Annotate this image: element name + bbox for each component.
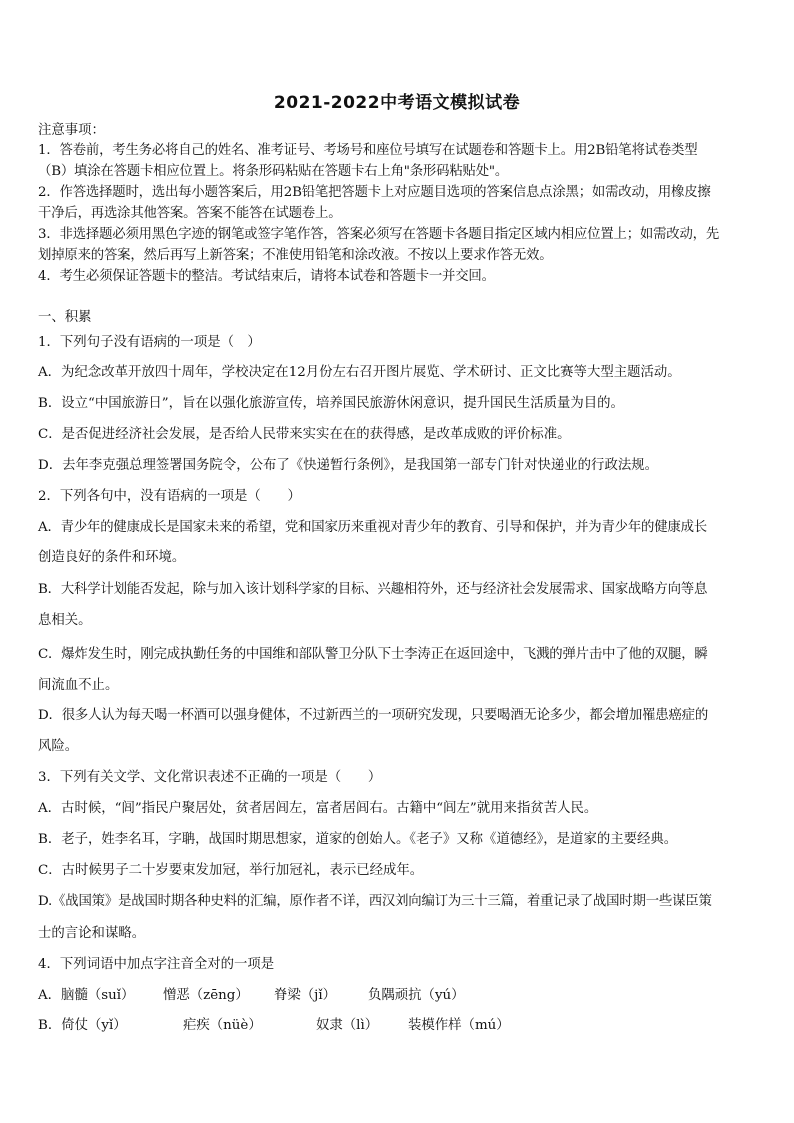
notice-line: （B）填涂在答题卡相应位置上。将条形码粘贴在答题卡右上角"条形码粘贴处"。 [38, 164, 509, 179]
q2-option-b: B．大科学计划能否发起，除与加入该计划科学家的目标、兴趣相符外，还与经济社会发展需求、国家战略方向等息 [38, 582, 708, 597]
notice-line: 干净后，再选涂其他答案。答案不能答在试题卷上。 [38, 206, 342, 221]
q1-option-b: B．设立“中国旅游日”，旨在以强化旅游宣传，培养国民旅游休闲意识，提升国民生活质量为目的。 [38, 396, 624, 411]
q2-option-a: A．青少年的健康成长是国家未来的希望，党和国家历来重视对青少年的教育、引导和保护，并为青少年的健康成长 [38, 520, 707, 535]
page-title: 2021-2022中考语文模拟试卷 [273, 93, 521, 113]
notice-line: 2．作答选择题时，选出每小题答案后，用2B铅笔把答题卡上对应题目选项的答案信息点涂黑；如需改动，用橡皮擦 [38, 185, 711, 200]
q1-option-d: D．去年李克强总理签署国务院令，公布了《快递暂行条例》，是我国第一部专门针对快递业的行政法规。 [38, 458, 659, 473]
notice-line: 4．考生必须保证答题卡的整洁。考试结束后，请将本试卷和答题卡一并交回。 [38, 269, 495, 284]
question-4: 4．下列词语中加点字注音全对的一项是 [38, 957, 275, 972]
notice-line: 划掉原来的答案，然后再写上新答案；不准使用铅笔和涂改液。不按以上要求作答无效。 [38, 248, 553, 263]
notice-heading: 注意事项： [38, 123, 105, 138]
q4-b-item: 疟疾（nüè） [183, 1018, 262, 1033]
q3-option-d: D.《战国策》是战国时期各种史料的汇编，原作者不详，西汉刘向编订为三十三篇，着重记录了战国时期一些谋臣策 [38, 894, 712, 909]
q2-option-d: D．很多人认为每天喝一杯酒可以强身健体，不过新西兰的一项研究发现，只要喝酒无论多少，都会增加罹患癌症的 [38, 708, 709, 723]
q4-b-item: 装模作样（mú） [408, 1018, 510, 1033]
notice-line: 3．非选择题必须用黑色字迹的钢笔或签字笔作答，答案必须写在答题卡各题目指定区域内相应位置上；如需改动，先 [38, 227, 720, 242]
q2-option-a-cont: 创造良好的条件和环境。 [38, 550, 186, 565]
q2-option-c: C．爆炸发生时，刚完成执勤任务的中国维和部队警卫分队下士李涛正在返回途中，飞溅的弹片击中了他的双腿，瞬 [38, 647, 708, 662]
q2-option-c-cont: 间流血不止。 [38, 678, 119, 693]
q3-option-d-cont: 士的言论和谋略。 [38, 926, 146, 941]
q4-b-item: B．倚仗（yǐ） [38, 1018, 127, 1033]
q3-option-a: A．古时候，“闾”指民户聚居处，贫者居闾左，富者居闾右。古籍中“闾左”就用来指贫苦人民。 [38, 801, 598, 816]
q4-a-item: 负隅顽抗（yú） [368, 988, 465, 1003]
q2-option-b-cont: 息相关。 [38, 613, 92, 628]
question-1: 1．下列句子没有语病的一项是（ ） [38, 335, 261, 350]
q1-option-a: A．为纪念改革开放四十周年，学校决定在12月份左右召开图片展览、学术研讨、正文比赛等大型主题活动。 [38, 365, 681, 380]
question-2: 2．下列各句中，没有语病的一项是（ ） [38, 489, 301, 504]
q4-a-item: 憎恶（zēng） [163, 988, 249, 1003]
q4-a-item: 脊梁（jǐ） [274, 988, 336, 1003]
q1-option-c: C．是否促进经济社会发展，是否给人民带来实实在在的获得感，是改革成败的评价标准。 [38, 427, 571, 442]
q3-option-c: C．古时候男子二十岁要束发加冠，举行加冠礼，表示已经成年。 [38, 863, 424, 878]
question-3: 3．下列有关文学、文化常识表述不正确的一项是（ ） [38, 770, 382, 785]
section-heading: 一、积累 [38, 310, 92, 325]
q2-option-d-cont: 风险。 [38, 739, 79, 754]
q4-b-item: 奴隶（lì） [316, 1018, 379, 1033]
q4-a-item: A．脑髓（suǐ） [38, 988, 135, 1003]
notice-line: 1．答卷前，考生务必将自己的姓名、准考证号、考场号和座位号填写在试题卷和答题卡上。用2B铅笔将试卷类型 [38, 143, 698, 158]
q3-option-b: B．老子，姓李名耳，字聃，战国时期思想家，道家的创始人。《老子》又称《道德经》，是道家的主要经典。 [38, 832, 678, 847]
